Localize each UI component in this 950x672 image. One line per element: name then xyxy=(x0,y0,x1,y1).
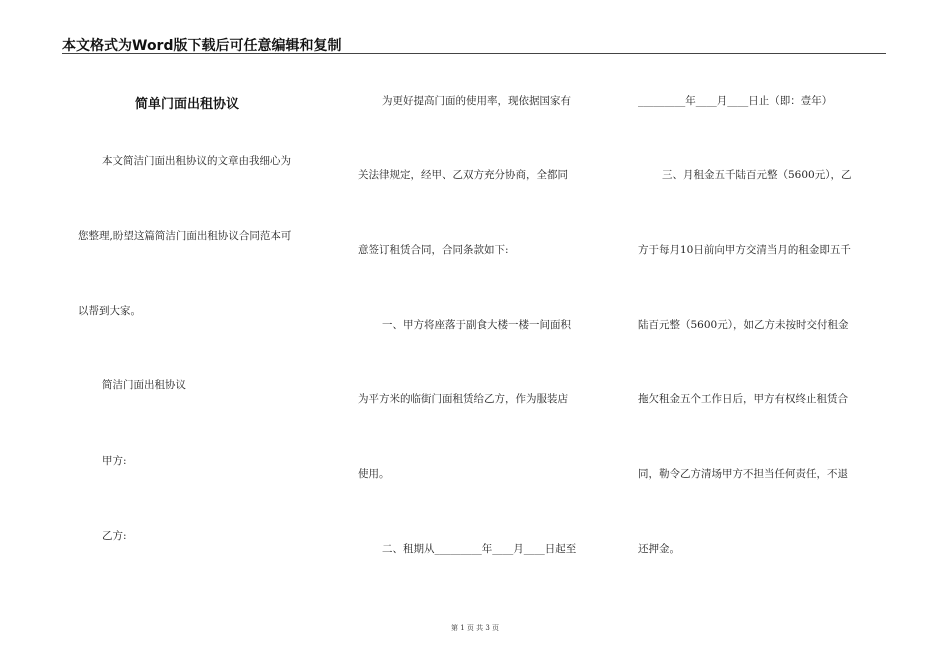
col3-line-7: 还押金。 xyxy=(638,543,680,555)
col3-line-1: _________年____月____日止（即：壹年） xyxy=(638,95,833,107)
header-divider xyxy=(62,53,886,54)
document-header-title: 本文格式为Word版下载后可任意编辑和复制 xyxy=(62,38,342,54)
col1-line-4: 简洁门面出租协议 xyxy=(102,379,186,391)
col3-line-6: 同，勒令乙方清场甲方不担当任何责任，不退 xyxy=(638,468,848,480)
col1-line-3: 以帮到大家。 xyxy=(78,305,141,317)
col2-line-1: 为更好提高门面的使用率，现依据国家有 xyxy=(382,95,571,107)
col2-line-2: 关法律规定，经甲、乙双方充分协商，全都同 xyxy=(358,169,568,181)
page-indicator: 第 1 页 共 3 页 xyxy=(450,624,500,632)
col2-line-6: 使用。 xyxy=(358,468,390,480)
col3-line-3: 方于每月10日前向甲方交清当月的租金即五千 xyxy=(638,244,851,256)
col2-line-7: 二、租期从_________年____月____日起至 xyxy=(382,543,577,555)
col2-line-3: 意签订租赁合同，合同条款如下: xyxy=(358,244,509,256)
col1-line-6: 乙方: xyxy=(102,530,127,542)
col1-line-1: 本文简洁门面出租协议的文章由我细心为 xyxy=(102,155,291,167)
col3-line-2: 三、月租金五千陆百元整（5600元），乙 xyxy=(662,169,852,181)
col3-line-4: 陆百元整（5600元），如乙方未按时交付租金 xyxy=(638,319,849,331)
col1-line-2: 您整理,盼望这篇简洁门面出租协议合同范本可 xyxy=(78,230,292,242)
col1-line-5: 甲方: xyxy=(102,455,127,467)
col2-line-4: 一、甲方将座落于副食大楼一楼一间面积 xyxy=(382,319,571,331)
col2-line-5: 为平方米的临街门面租赁给乙方，作为服装店 xyxy=(358,393,568,405)
document-title: 简单门面出租协议 xyxy=(135,97,240,112)
col3-line-5: 拖欠租金五个工作日后，甲方有权终止租赁合 xyxy=(638,393,848,405)
